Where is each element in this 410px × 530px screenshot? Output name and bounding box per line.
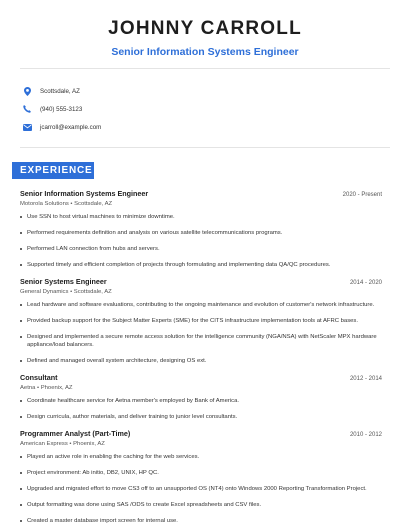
job-bullet: Provided backup support for the Subject Matter Experts (SME) for the CITS infrastructure implementation tools at AFRC bases. [20, 317, 382, 325]
job-bullet: Designed and implemented a secure remote access solution for the intelligence community (NGA/NSA) with NetScaler MPX hardware appliance/load balancers. [20, 333, 382, 349]
job-bullet: Defined and managed overall system architecture, designing OS ext. [20, 357, 382, 365]
job-company: Aetna • Phoenix, AZ [20, 385, 73, 391]
job-title: Consultant [20, 373, 58, 382]
job-bullet: Design curricula, author materials, and deliver training to junior level consultants. [20, 413, 382, 421]
contact-location [22, 82, 101, 100]
job-dates: 2012 - 2014 [349, 376, 382, 382]
job-bullet: Created a master database import screen for internal use. [20, 517, 382, 525]
email-icon [22, 122, 32, 132]
job-bullet: Supported timely and efficient completion of projects through formulating and implementing data QA/QC procedures. [20, 261, 382, 269]
job-entry [20, 429, 382, 525]
job-bullet: Lead hardware and software evaluations, contributing to the ongoing maintenance and evolution of customer's network infrastructure. [20, 301, 382, 309]
header-divider [20, 68, 390, 69]
job-bullet: Output formatting was done using SAS /ODS to create Excel spreadsheets and CSV files. [20, 501, 382, 509]
contact-phone [22, 100, 101, 118]
contact-location-text: Scottsdale, AZ [40, 87, 80, 95]
job-bullets [20, 213, 382, 269]
job-bullet: Performed requirements definition and analysis on various satellite telecommunications programs. [20, 229, 382, 237]
contact-email[interactable] [22, 118, 101, 136]
job-entry [20, 189, 382, 269]
job-bullets [20, 453, 382, 525]
job-company: Motorola Solutions • Scottsdale, AZ [20, 201, 113, 207]
job-company: General Dynamics • Scottsdale, AZ [20, 289, 112, 295]
job-bullet: Performed LAN connection from hubs and servers. [20, 245, 382, 253]
contact-phone-text: (940) 555-3123 [40, 105, 83, 113]
job-dates: 2010 - 2012 [349, 432, 382, 438]
contact-list [22, 82, 101, 136]
job-dates: 2020 - Present [342, 192, 382, 198]
location-pin-icon [22, 86, 32, 96]
job-bullet: Project environment: Ab initio, DB2, UNIX, HP QC. [20, 469, 382, 477]
job-title: Programmer Analyst (Part-Time) [20, 429, 131, 438]
candidate-title: Senior Information Systems Engineer [111, 46, 299, 58]
job-bullets [20, 397, 382, 421]
job-title: Senior Systems Engineer [20, 277, 107, 286]
job-entry [20, 277, 382, 365]
job-bullet: Upgraded and migrated effort to move CS3 off to an unsupported OS (NT4) onto Windows 2000 Reporting Transformation Project. [20, 485, 382, 493]
job-bullets [20, 301, 382, 365]
phone-icon [22, 104, 32, 114]
experience-section-heading: EXPERIENCE [12, 162, 94, 179]
job-bullet: Coordinate healthcare service for Aetna member's employed by Bank of America. [20, 397, 382, 405]
candidate-name: JOHNNY CARROLL [108, 18, 302, 39]
job-dates: 2014 - 2020 [349, 280, 382, 286]
job-title: Senior Information Systems Engineer [20, 189, 149, 198]
job-bullet: Played an active role in enabling the caching for the web services. [20, 453, 382, 461]
job-bullet: Use SSN to host virtual machines to minimize downtime. [20, 213, 382, 221]
resume-header [0, 18, 410, 59]
experience-list [20, 189, 382, 530]
contact-email-text: jcarroll@example.com [40, 123, 102, 131]
contact-divider [20, 147, 390, 148]
job-company: American Express • Phoenix, AZ [20, 441, 105, 447]
job-entry [20, 373, 382, 421]
